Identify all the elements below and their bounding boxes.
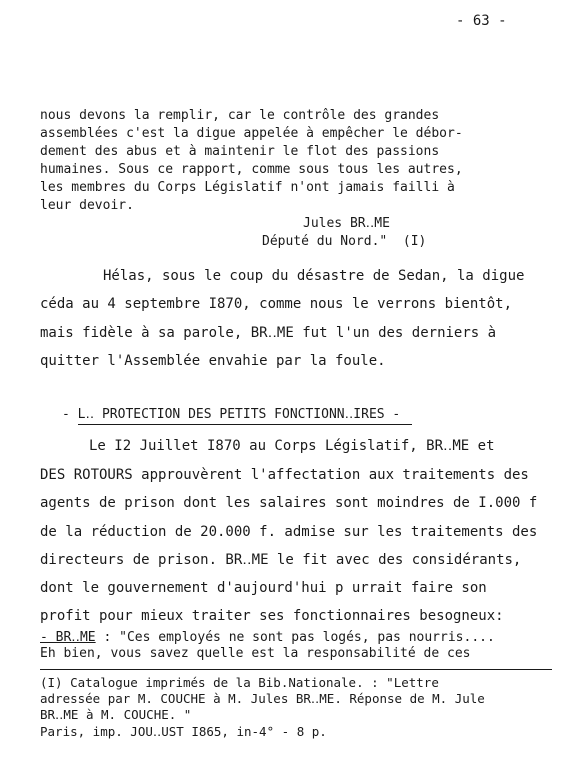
quote-speaker: - BR‥ME — [40, 630, 96, 645]
text-line: Hélas, sous le coup du désastre de Sedan, la digue — [103, 268, 525, 284]
page-number: - 63 - — [456, 13, 507, 29]
text-line: dont le gouvernement d'aujourd'hui p urrait faire son — [40, 580, 487, 596]
quote-text: : "Ces employés ne sont pas logés, pas nourris.... — [95, 630, 495, 645]
text-line: de la réduction de 20.000 f. admise sur les traitements des — [40, 524, 538, 540]
signature-name: Jules BR‥ME — [303, 216, 390, 231]
text-line: Le I2 Juillet I870 au Corps Législatif, BR‥ME et — [89, 438, 495, 454]
quote-line — [40, 631, 495, 644]
text-line: les membres du Corps Législatif n'ont jamais failli à — [40, 180, 455, 195]
footnote-separator — [40, 669, 552, 670]
footnote-line: Paris, imp. JOU‥UST I865, in-4° - 8 p. — [40, 724, 327, 739]
quote-line: Eh bien, vous savez quelle est la responsabilité de ces — [40, 646, 471, 661]
section-title-text: - L‥ PROTECTION DES PETITS FONCTIONN‥IRES - — [62, 407, 401, 422]
text-line: céda au 4 septembre I870, comme nous le verrons bientôt, — [40, 296, 513, 312]
text-line: nous devons la remplir, car le contrôle des grandes — [40, 108, 440, 123]
text-line: directeurs de prison. BR‥ME le fit avec des considérants, — [40, 552, 522, 568]
text-line: agents de prison dont les salaires sont moindres de I.000 f — [40, 495, 538, 511]
text-line: assemblées c'est la digue appelée à empêcher le débor- — [40, 126, 463, 141]
text-line: dement des abus et à maintenir le flot des passions — [40, 144, 440, 159]
footnote-line: BR‥ME à M. COUCHE. " — [40, 707, 192, 722]
footnote-line: adressée par M. COUCHE à M. Jules BR‥ME. Réponse de M. Jule — [40, 691, 485, 706]
signature-title: Député du Nord." (I) — [262, 234, 427, 249]
text-line: mais fidèle à sa parole, BR‥ME fut l'un des derniers à — [40, 325, 497, 341]
footnote-line: (I) Catalogue imprimés de la Bib.Nationale. : "Lettre — [40, 675, 439, 690]
text-line: humaines. Sous ce rapport, comme sous tous les autres, — [40, 162, 463, 177]
text-line: DES ROTOURS approuvèrent l'affectation aux traitements des — [40, 467, 529, 483]
text-line: quitter l'Assemblée envahie par la foule. — [40, 353, 386, 369]
text-line: leur devoir. — [40, 198, 134, 213]
section-title-underline — [78, 424, 412, 425]
text-line: profit pour mieux traiter ses fonctionnaires besogneux: — [40, 608, 504, 624]
